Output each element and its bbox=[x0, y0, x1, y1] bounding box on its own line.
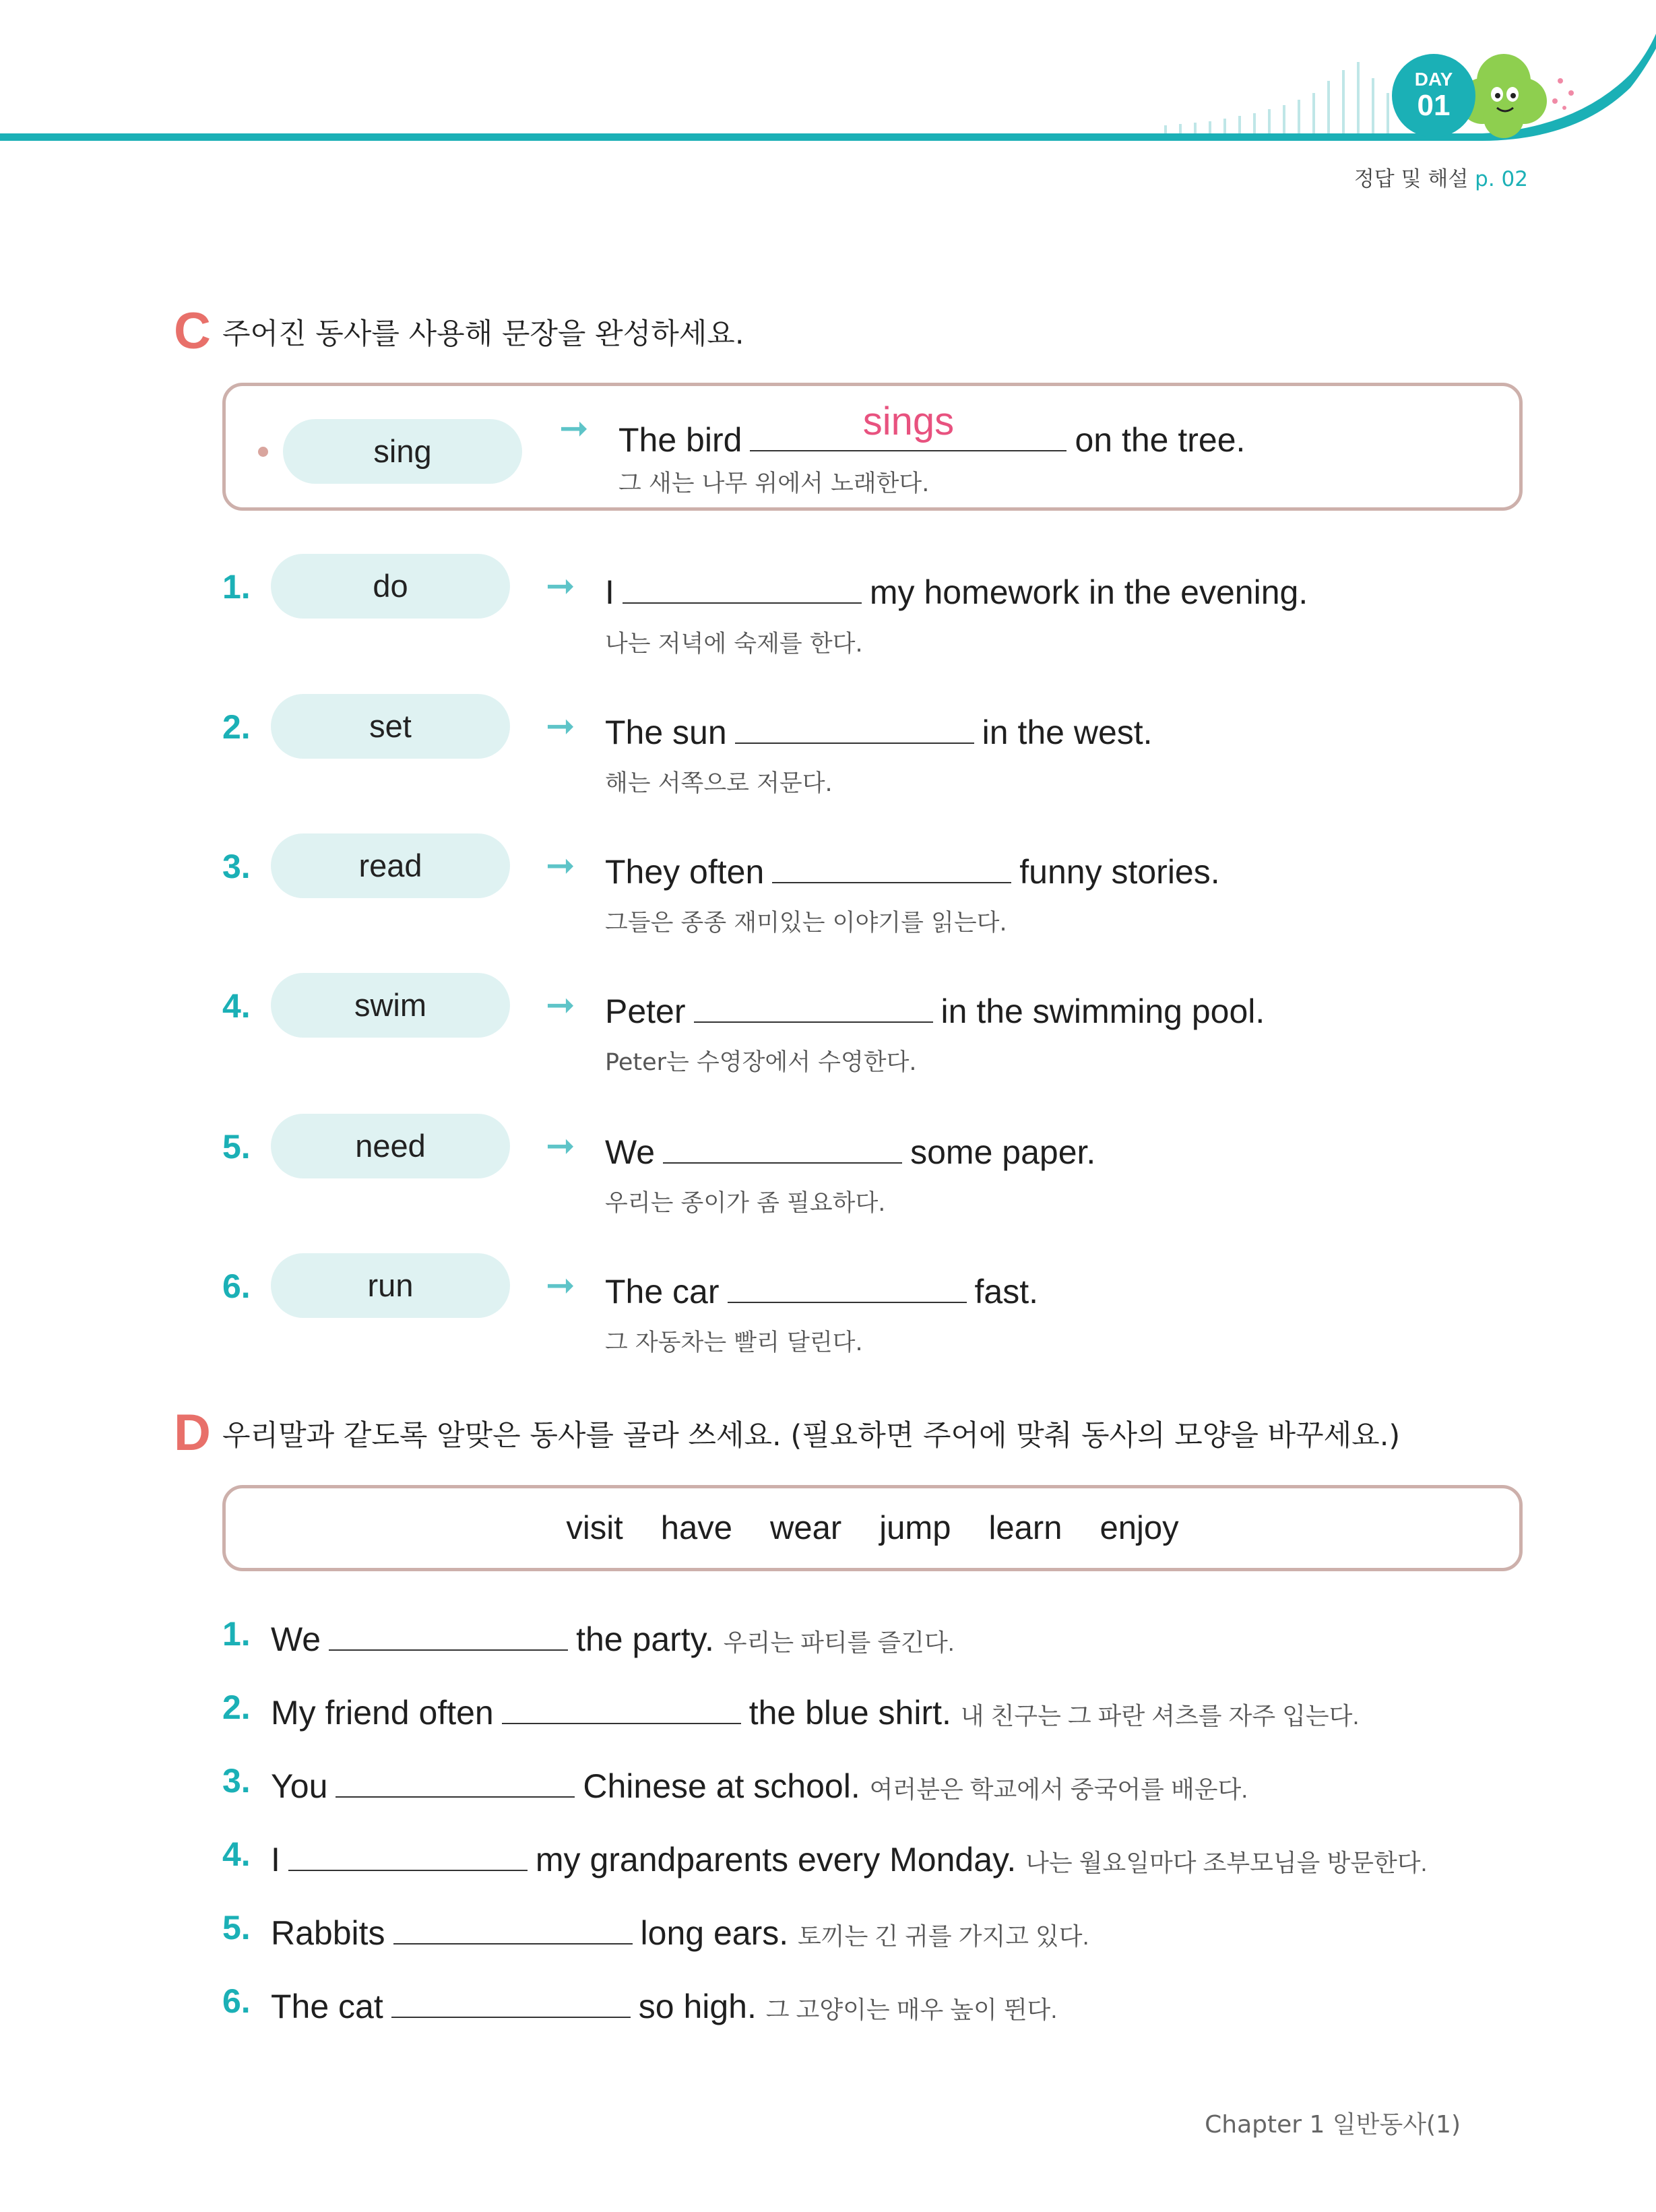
word-bank-item: have bbox=[660, 1510, 733, 1546]
answer-blank[interactable] bbox=[329, 1614, 568, 1651]
answer-blank[interactable] bbox=[391, 1982, 631, 2018]
day-number: 01 bbox=[1417, 89, 1451, 122]
d-item-number: 6. bbox=[222, 1982, 251, 2020]
d-sentence-before: You bbox=[271, 1767, 328, 1805]
d-sentence-after: long ears. bbox=[640, 1914, 789, 1952]
c-sentence-before: They often bbox=[605, 853, 765, 891]
arrow-icon: ➞ bbox=[546, 846, 575, 886]
d-item-number: 3. bbox=[222, 1762, 251, 1800]
d-sentence bbox=[271, 1835, 1428, 1879]
c-verb-pill: run bbox=[271, 1253, 510, 1318]
d-item-number: 1. bbox=[222, 1615, 251, 1653]
c-translation: 그 자동차는 빨리 달린다. bbox=[605, 1329, 863, 1356]
c-item-number: 4. bbox=[222, 987, 251, 1025]
d-translation: 토끼는 긴 귀를 가지고 있다. bbox=[798, 1922, 1089, 1950]
c-sentence bbox=[605, 707, 1153, 752]
answer-blank[interactable] bbox=[728, 1267, 967, 1303]
example-blank bbox=[750, 400, 1066, 451]
c-sentence bbox=[605, 847, 1220, 891]
answer-blank[interactable] bbox=[694, 986, 933, 1023]
word-bank-item: learn bbox=[988, 1510, 1062, 1546]
c-sentence bbox=[605, 1127, 1095, 1172]
example-before: The bird bbox=[618, 421, 742, 459]
c-item-number: 3. bbox=[222, 848, 251, 885]
section-c-letter: C bbox=[174, 303, 211, 360]
section-d-letter: D bbox=[174, 1404, 211, 1461]
word-bank-item: visit bbox=[566, 1510, 623, 1546]
word-bank-item: enjoy bbox=[1100, 1510, 1179, 1546]
word-bank-item: wear bbox=[770, 1510, 842, 1546]
d-sentence-before: Rabbits bbox=[271, 1914, 385, 1952]
answer-blank[interactable] bbox=[288, 1835, 528, 1871]
answer-blank[interactable] bbox=[623, 567, 862, 604]
c-sentence bbox=[605, 1267, 1038, 1311]
c-item-number: 5. bbox=[222, 1128, 251, 1166]
c-translation: 그들은 종종 재미있는 이야기를 읽는다. bbox=[605, 910, 1007, 937]
bullet-dot bbox=[258, 447, 268, 457]
example-after: on the tree. bbox=[1075, 421, 1246, 459]
c-translation: Peter는 수영장에서 수영한다. bbox=[605, 1049, 917, 1076]
section-c-instruction: 주어진 동사를 사용해 문장을 완성하세요. bbox=[222, 317, 744, 351]
d-sentence bbox=[271, 1614, 955, 1659]
answer-blank[interactable] bbox=[336, 1761, 575, 1798]
c-sentence-after: in the west. bbox=[982, 714, 1153, 751]
d-translation: 나는 월요일마다 조부모님을 방문한다. bbox=[1025, 1849, 1428, 1876]
c-item-number: 1. bbox=[222, 568, 251, 606]
d-sentence bbox=[271, 1688, 1359, 1732]
c-sentence bbox=[605, 986, 1265, 1031]
d-sentence-before: The cat bbox=[271, 1988, 383, 2025]
d-sentence-after: Chinese at school. bbox=[583, 1767, 860, 1805]
d-sentence bbox=[271, 1761, 1248, 1806]
c-sentence-before: The car bbox=[605, 1273, 720, 1310]
c-translation: 우리는 종이가 좀 필요하다. bbox=[605, 1190, 886, 1217]
arrow-icon: ➞ bbox=[546, 566, 575, 606]
d-sentence-after: the blue shirt. bbox=[749, 1694, 951, 1732]
word-bank-item: jump bbox=[879, 1510, 951, 1546]
chapter-footer: Chapter 1 일반동사(1) bbox=[1205, 2111, 1461, 2139]
arrow-icon: ➞ bbox=[559, 408, 589, 449]
example-verb-pill: sing bbox=[283, 419, 522, 484]
section-d-instruction: 우리말과 같도록 알맞은 동사를 골라 쓰세요. (필요하면 주어에 맞춰 동사의 모양을 바꾸세요.) bbox=[222, 1419, 1401, 1453]
d-sentence-after: my grandparents every Monday. bbox=[535, 1841, 1017, 1878]
d-sentence-before: We bbox=[271, 1620, 321, 1658]
answer-reference bbox=[1354, 162, 1528, 192]
word-bank-box bbox=[222, 1485, 1523, 1571]
c-sentence-after: fast. bbox=[974, 1273, 1038, 1310]
d-translation: 그 고양이는 매우 높이 뛴다. bbox=[765, 1996, 1058, 2023]
arrow-icon: ➞ bbox=[546, 706, 575, 747]
c-verb-pill: swim bbox=[271, 973, 510, 1038]
d-sentence-before: I bbox=[271, 1841, 280, 1878]
c-sentence-after: some paper. bbox=[910, 1133, 1096, 1171]
d-sentence-after: the party. bbox=[576, 1620, 714, 1658]
arrow-icon: ➞ bbox=[546, 1265, 575, 1306]
c-verb-pill: read bbox=[271, 833, 510, 898]
c-sentence-before: I bbox=[605, 573, 614, 611]
d-translation: 우리는 파티를 즐긴다. bbox=[723, 1629, 955, 1656]
answer-blank[interactable] bbox=[772, 847, 1011, 883]
d-sentence-after: so high. bbox=[638, 1988, 757, 2025]
d-translation: 내 친구는 그 파란 셔츠를 자주 입는다. bbox=[960, 1702, 1360, 1730]
day-label: DAY bbox=[1414, 69, 1453, 90]
c-verb-pill: do bbox=[271, 554, 510, 619]
answer-blank[interactable] bbox=[663, 1127, 902, 1164]
c-sentence-before: We bbox=[605, 1133, 656, 1171]
answer-blank[interactable] bbox=[393, 1908, 633, 1945]
c-sentence-after: in the swimming pool. bbox=[941, 992, 1265, 1030]
c-sentence-after: funny stories. bbox=[1019, 853, 1220, 891]
example-sentence bbox=[618, 400, 1246, 460]
c-translation: 해는 서쪽으로 저문다. bbox=[605, 770, 833, 797]
word-bank bbox=[226, 1488, 1519, 1568]
c-verb-pill: need bbox=[271, 1114, 510, 1178]
arrow-icon: ➞ bbox=[546, 985, 575, 1025]
c-sentence bbox=[605, 567, 1308, 612]
c-item-number: 6. bbox=[222, 1267, 251, 1305]
day-badge bbox=[1392, 54, 1475, 137]
d-sentence bbox=[271, 1908, 1089, 1953]
example-answer: sings bbox=[862, 400, 955, 443]
c-item-number: 2. bbox=[222, 708, 251, 746]
answer-blank[interactable] bbox=[502, 1688, 741, 1724]
c-translation: 나는 저녁에 숙제를 한다. bbox=[605, 631, 863, 658]
d-sentence-before: My friend often bbox=[271, 1694, 494, 1732]
answer-ref-prefix: 정답 및 해설 bbox=[1354, 167, 1469, 191]
arrow-icon: ➞ bbox=[546, 1126, 575, 1166]
d-translation: 여러분은 학교에서 중국어를 배운다. bbox=[869, 1775, 1248, 1803]
d-item-number: 4. bbox=[222, 1835, 251, 1873]
example-translation: 그 새는 나무 위에서 노래한다. bbox=[618, 470, 930, 497]
c-verb-pill: set bbox=[271, 694, 510, 759]
d-sentence bbox=[271, 1982, 1057, 2026]
answer-blank[interactable] bbox=[735, 707, 974, 744]
answer-ref-page: p. 02 bbox=[1475, 167, 1528, 191]
d-item-number: 5. bbox=[222, 1909, 251, 1947]
d-item-number: 2. bbox=[222, 1688, 251, 1726]
c-sentence-after: my homework in the evening. bbox=[869, 573, 1308, 611]
c-sentence-before: Peter bbox=[605, 992, 686, 1030]
c-sentence-before: The sun bbox=[605, 714, 727, 751]
